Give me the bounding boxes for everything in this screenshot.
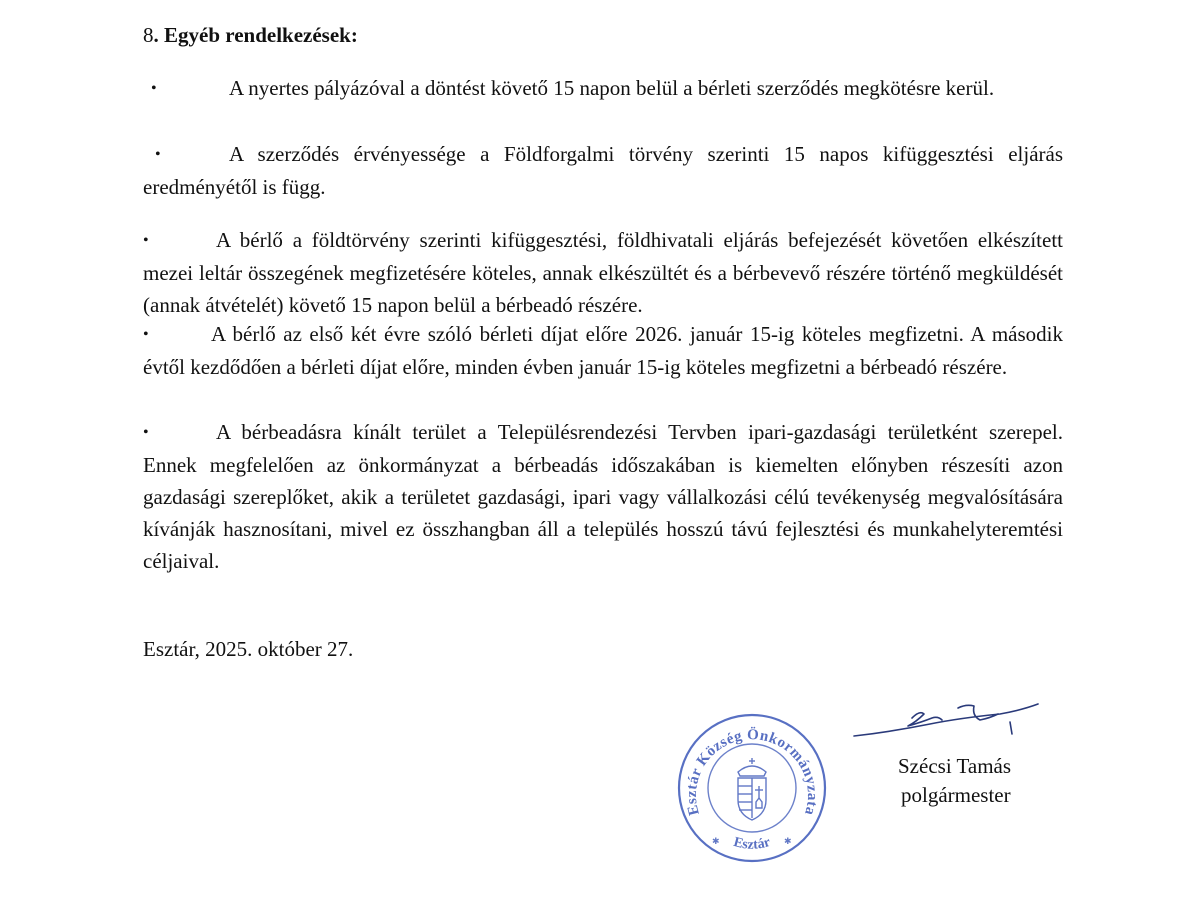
bullet-item-2 (143, 138, 1063, 203)
bullet-text-1: A nyertes pályázóval a döntést követő 15 napon belül a bérleti szerződés megkötésre kerül. (229, 76, 995, 100)
bullet-text-4: A bérlő az első két évre szóló bérleti díjat előre 2026. január 15-ig köteles megfizetni. A második évtől kezdődően a bérleti díjat előre, minden évben január 15-ig köteles megfizetni a bérbeadó részére. (143, 322, 1063, 379)
bullet-dot: • (143, 232, 149, 249)
signer-name: Szécsi Tamás (898, 754, 1012, 778)
bullet-item-3 (143, 224, 1063, 321)
bullet-dot: • (155, 146, 161, 163)
section-title: . Egyéb rendelkezések: (153, 23, 358, 47)
bullet-item-5 (143, 416, 1063, 577)
municipal-stamp (676, 712, 828, 864)
bullet-dot: • (143, 326, 149, 343)
bullet-item-4 (143, 318, 1063, 383)
bullet-dot: • (143, 424, 149, 441)
svg-text:✱: ✱ (712, 837, 720, 847)
bullet-dot: • (151, 80, 157, 97)
bullet-text-3: A bérlő a földtörvény szerinti kifüggesztési, földhivatali eljárás befejezését követően elkészített mezei leltár összegének megfizetésére köteles, annak elkészültét és a bérbevevő részére történő megküldését (annak átvételét) követő 15 napon belül a bérbeadó részére. (143, 228, 1063, 317)
bullet-text-5: A bérbeadásra kínált terület a Településrendezési Tervben ipari-gazdasági területként szerepel. Ennek megfelelően az önkormányzat a bérbeadás időszakában is kiemelten előnyben részesíti azon gazdasági szereplőket, akik a területet gazdasági, ipari vagy vállalkozási célú tevékenység megvalósítására kívánják hasznosítani, mivel ez összhangban áll a település hosszú távú fejlesztési és munkahelyteremtési céljaival. (143, 420, 1063, 573)
place-date: Esztár, 2025. október 27. (143, 637, 354, 661)
bullet-item-1 (143, 72, 1063, 105)
signature-mark (850, 698, 1040, 743)
section-number: 8 (143, 23, 154, 47)
coat-of-arms-icon (738, 758, 766, 820)
stamp-text: Esztár Község Önkormányzata (683, 727, 821, 818)
bullet-text-2: A szerződés érvényessége a Földforgalmi törvény szerinti 15 napos kifüggesztési eljárás eredményétől is függ. (143, 142, 1063, 199)
section-heading (143, 20, 358, 50)
stamp-bottom-text: Esztár (731, 834, 773, 853)
signer-title: polgármester (901, 783, 1011, 807)
svg-text:✱: ✱ (784, 837, 792, 847)
